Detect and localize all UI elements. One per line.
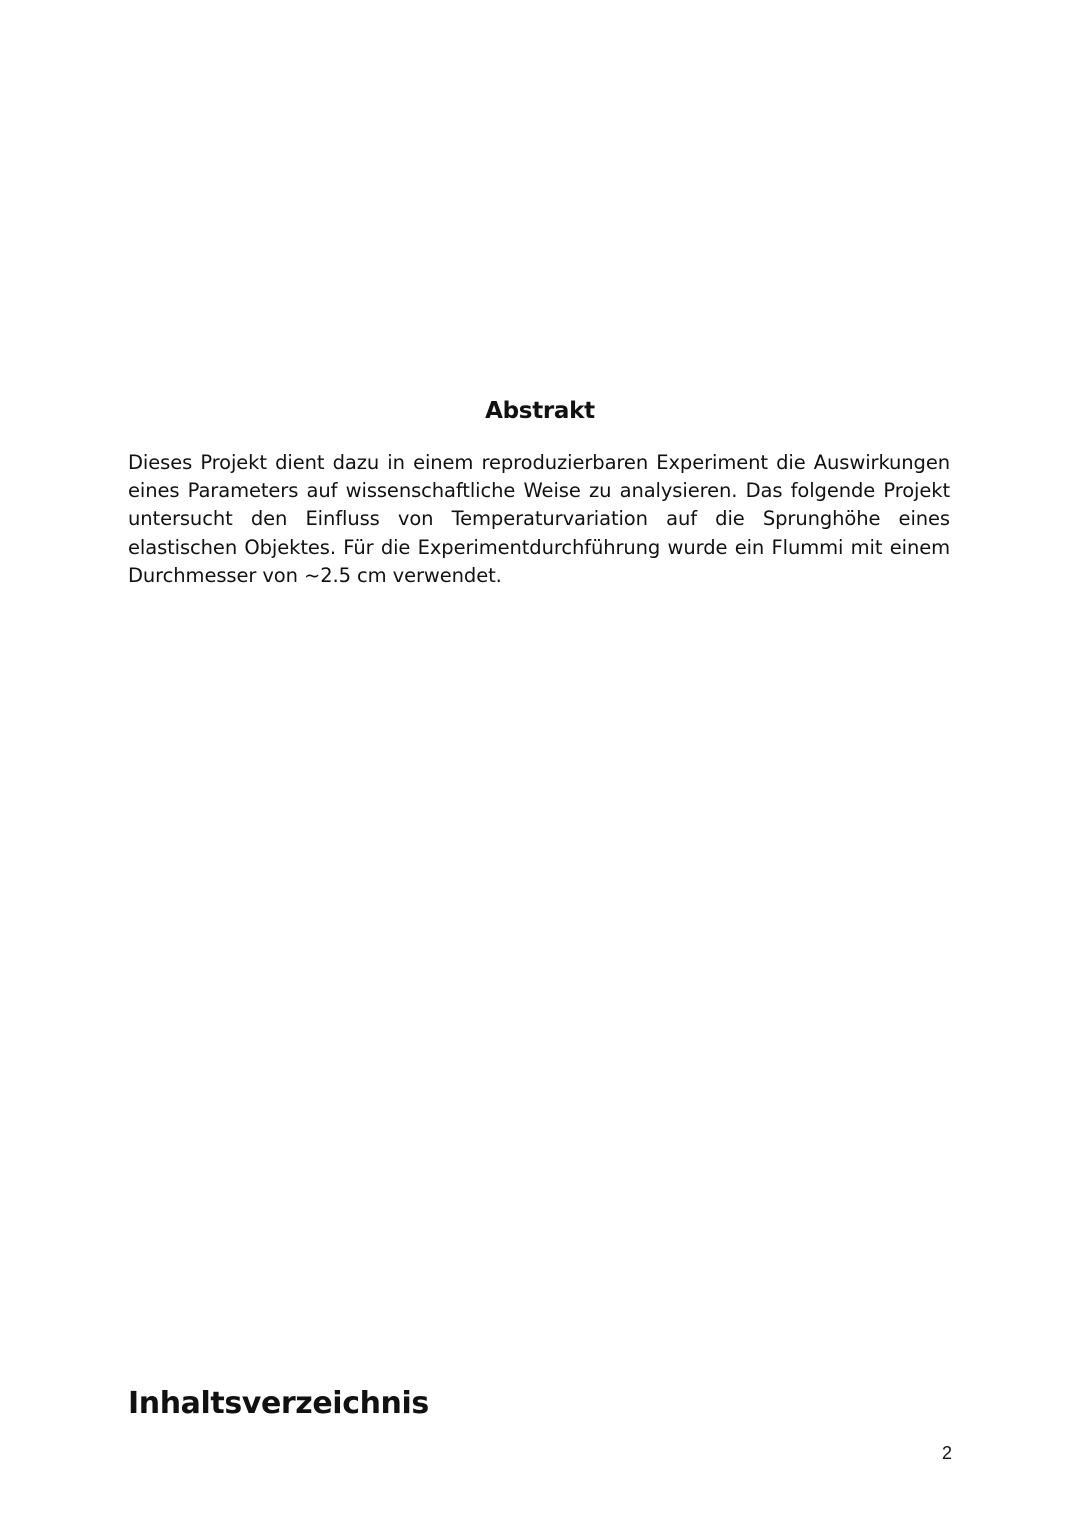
abstract-heading: Abstrakt: [485, 398, 595, 424]
table-of-contents-heading: Inhaltsverzeichnis: [128, 1386, 429, 1421]
abstract-paragraph: Dieses Projekt dient dazu in einem reproduzierbaren Experiment die Auswirkungen eines Parameters auf wissenschaftliche Weise zu analysieren. Das folgende Projekt untersucht den Einfluss von Temperaturvariation auf die Sprunghöhe eines elastischen Objektes. Für die Experimentdurchführung wurde ein Flummi mit einem Durchmesser von ~2.5 cm verwendet.: [128, 451, 950, 587]
page-number: 2: [941, 1443, 952, 1463]
